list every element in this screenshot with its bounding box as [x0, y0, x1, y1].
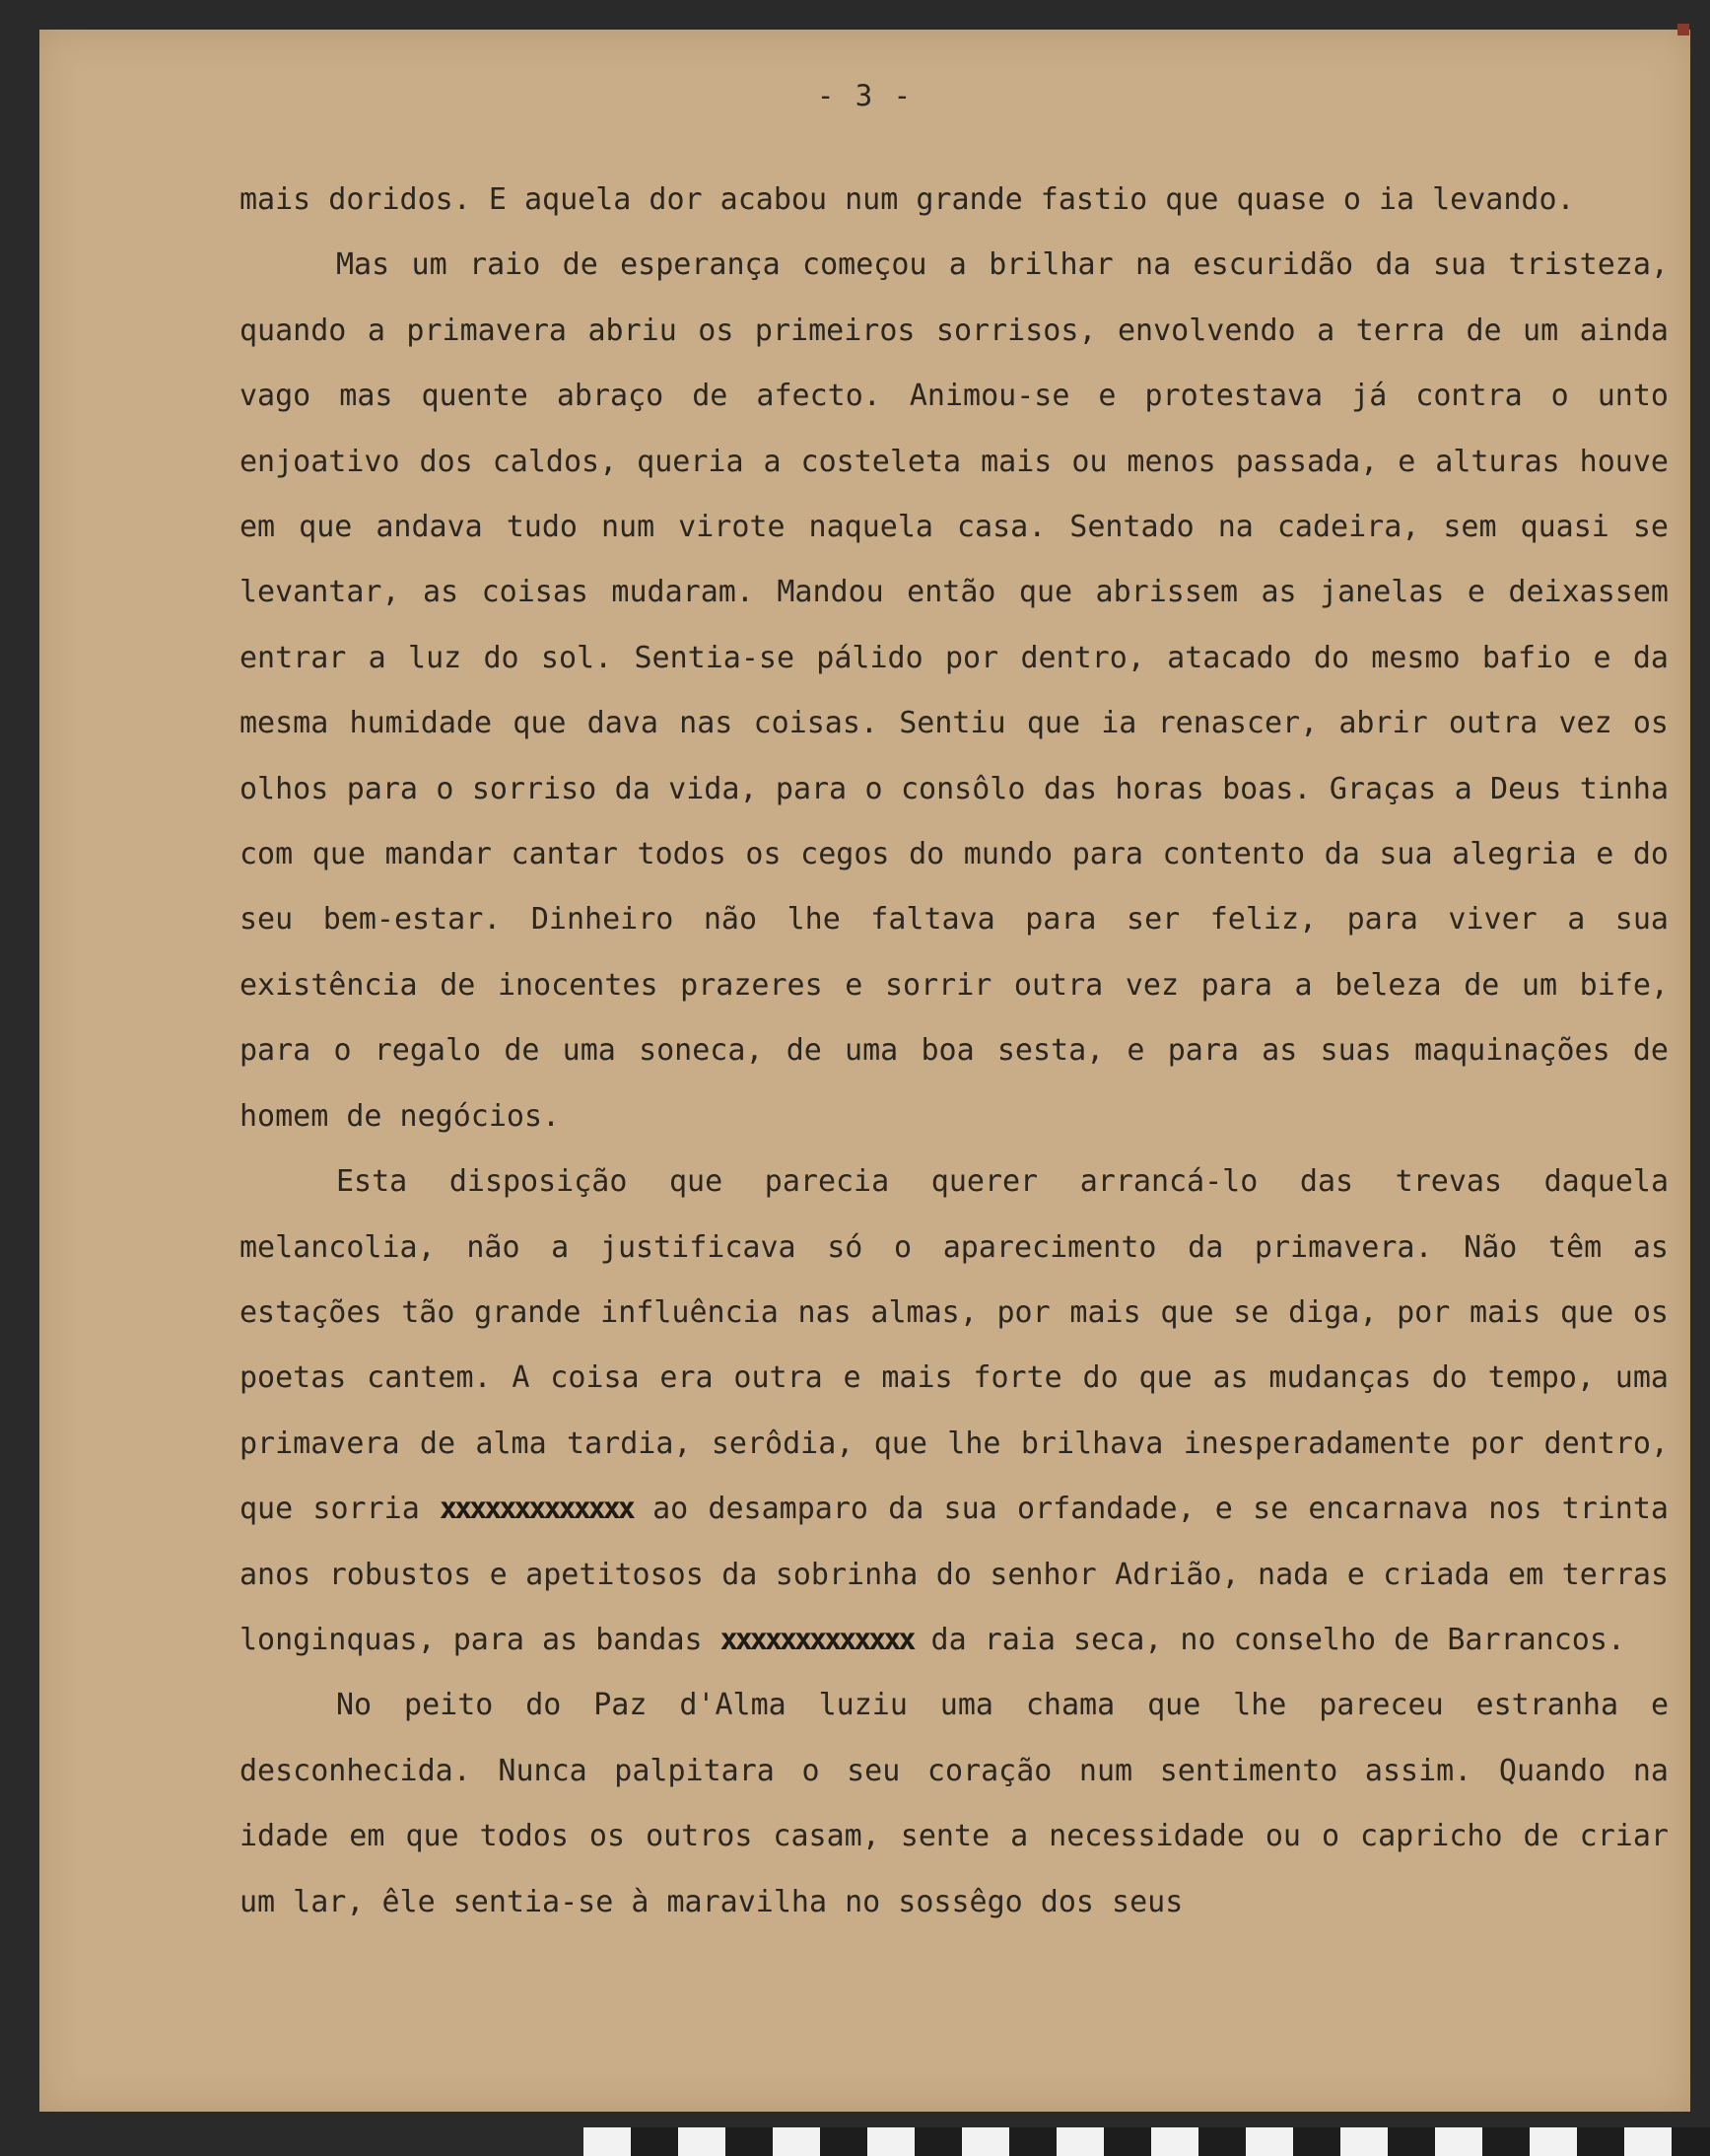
paragraph-3-text: Esta disposição que parecia querer arrancá-lo das trevas daquela melancolia, não a justificava só o aparecimento da primavera. Não têm as estações tão grande influência nas almas, por mais que se diga, por mais que os poetas cantem. A coisa era outra e mais forte do que as mudanças do tempo, uma primavera de alma tardia, serôdia, que lhe brilhava inesperadamente por dentro, que sorria — [239, 1164, 1669, 1527]
paragraph-3-end: da raia seca, no conselho de Barrancos. — [930, 1622, 1625, 1657]
struck-out-text: xxxxxxxxxxxxx — [440, 1492, 633, 1527]
paragraph-4: No peito do Paz d'Alma luziu uma chama que lhe pareceu estranha e desconhecida. Nunca palpitara o seu coração num sentimento assim. Quando na idade em que todos os outros casam, sente a necessidade ou o capricho de criar um lar, êle sentia-se à maravilha no sossêgo dos seus — [239, 1688, 1669, 1919]
typewritten-sheet — [39, 30, 1690, 2112]
scale-ruler — [583, 2127, 1710, 2156]
struck-out-text-2: xxxxxxxxxxxxx — [719, 1622, 914, 1657]
paragraph-3-continued: ao desamparo da sua orfandade, e se encarnava nos trinta anos robustos e apetitosos da sobrinha do senhor Adrião, nada e criada em terras longinquas, para as bandas — [239, 1492, 1669, 1657]
paragraph-3 — [239, 1149, 1669, 1673]
corner-mark — [1677, 24, 1689, 35]
paragraph-1: mais doridos. E aquela dor acabou num grande fastio que quase o ia levando. — [239, 182, 1575, 217]
body-text — [239, 168, 1669, 1935]
paragraph-2: Mas um raio de esperança começou a brilhar na escuridão da sua tristeza, quando a primavera abriu os primeiros sorrisos, envolvendo a terra de um ainda vago mas quente abraço de afecto. Animou-se e protestava já contra o unto enjoativo dos caldos, queria a costeleta mais ou menos passada, e alturas houve em que andava tudo num virote naquela casa. Sentado na cadeira, sem quasi se levantar, as coisas mudaram. Mandou então que abrissem as janelas e deixassem entrar a luz do sol. Sentia-se pálido por dentro, atacado do mesmo bafio e da mesma humidade que dava nas coisas. Sentiu que ia renascer, abrir outra vez os olhos para o sorriso da vida, para o consôlo das horas boas. Graças a Deus tinha com que mandar cantar todos os cegos do mundo para contento da sua alegria e do seu bem-estar. Dinheiro não lhe faltava para ser feliz, para viver a sua existência de inocentes prazeres e sorrir outra vez para a beleza de um bife, para o regalo de uma soneca, de uma boa sesta, e para as suas maquinações de homem de negócios. — [239, 247, 1669, 1134]
page-number: - 3 - — [816, 79, 914, 112]
